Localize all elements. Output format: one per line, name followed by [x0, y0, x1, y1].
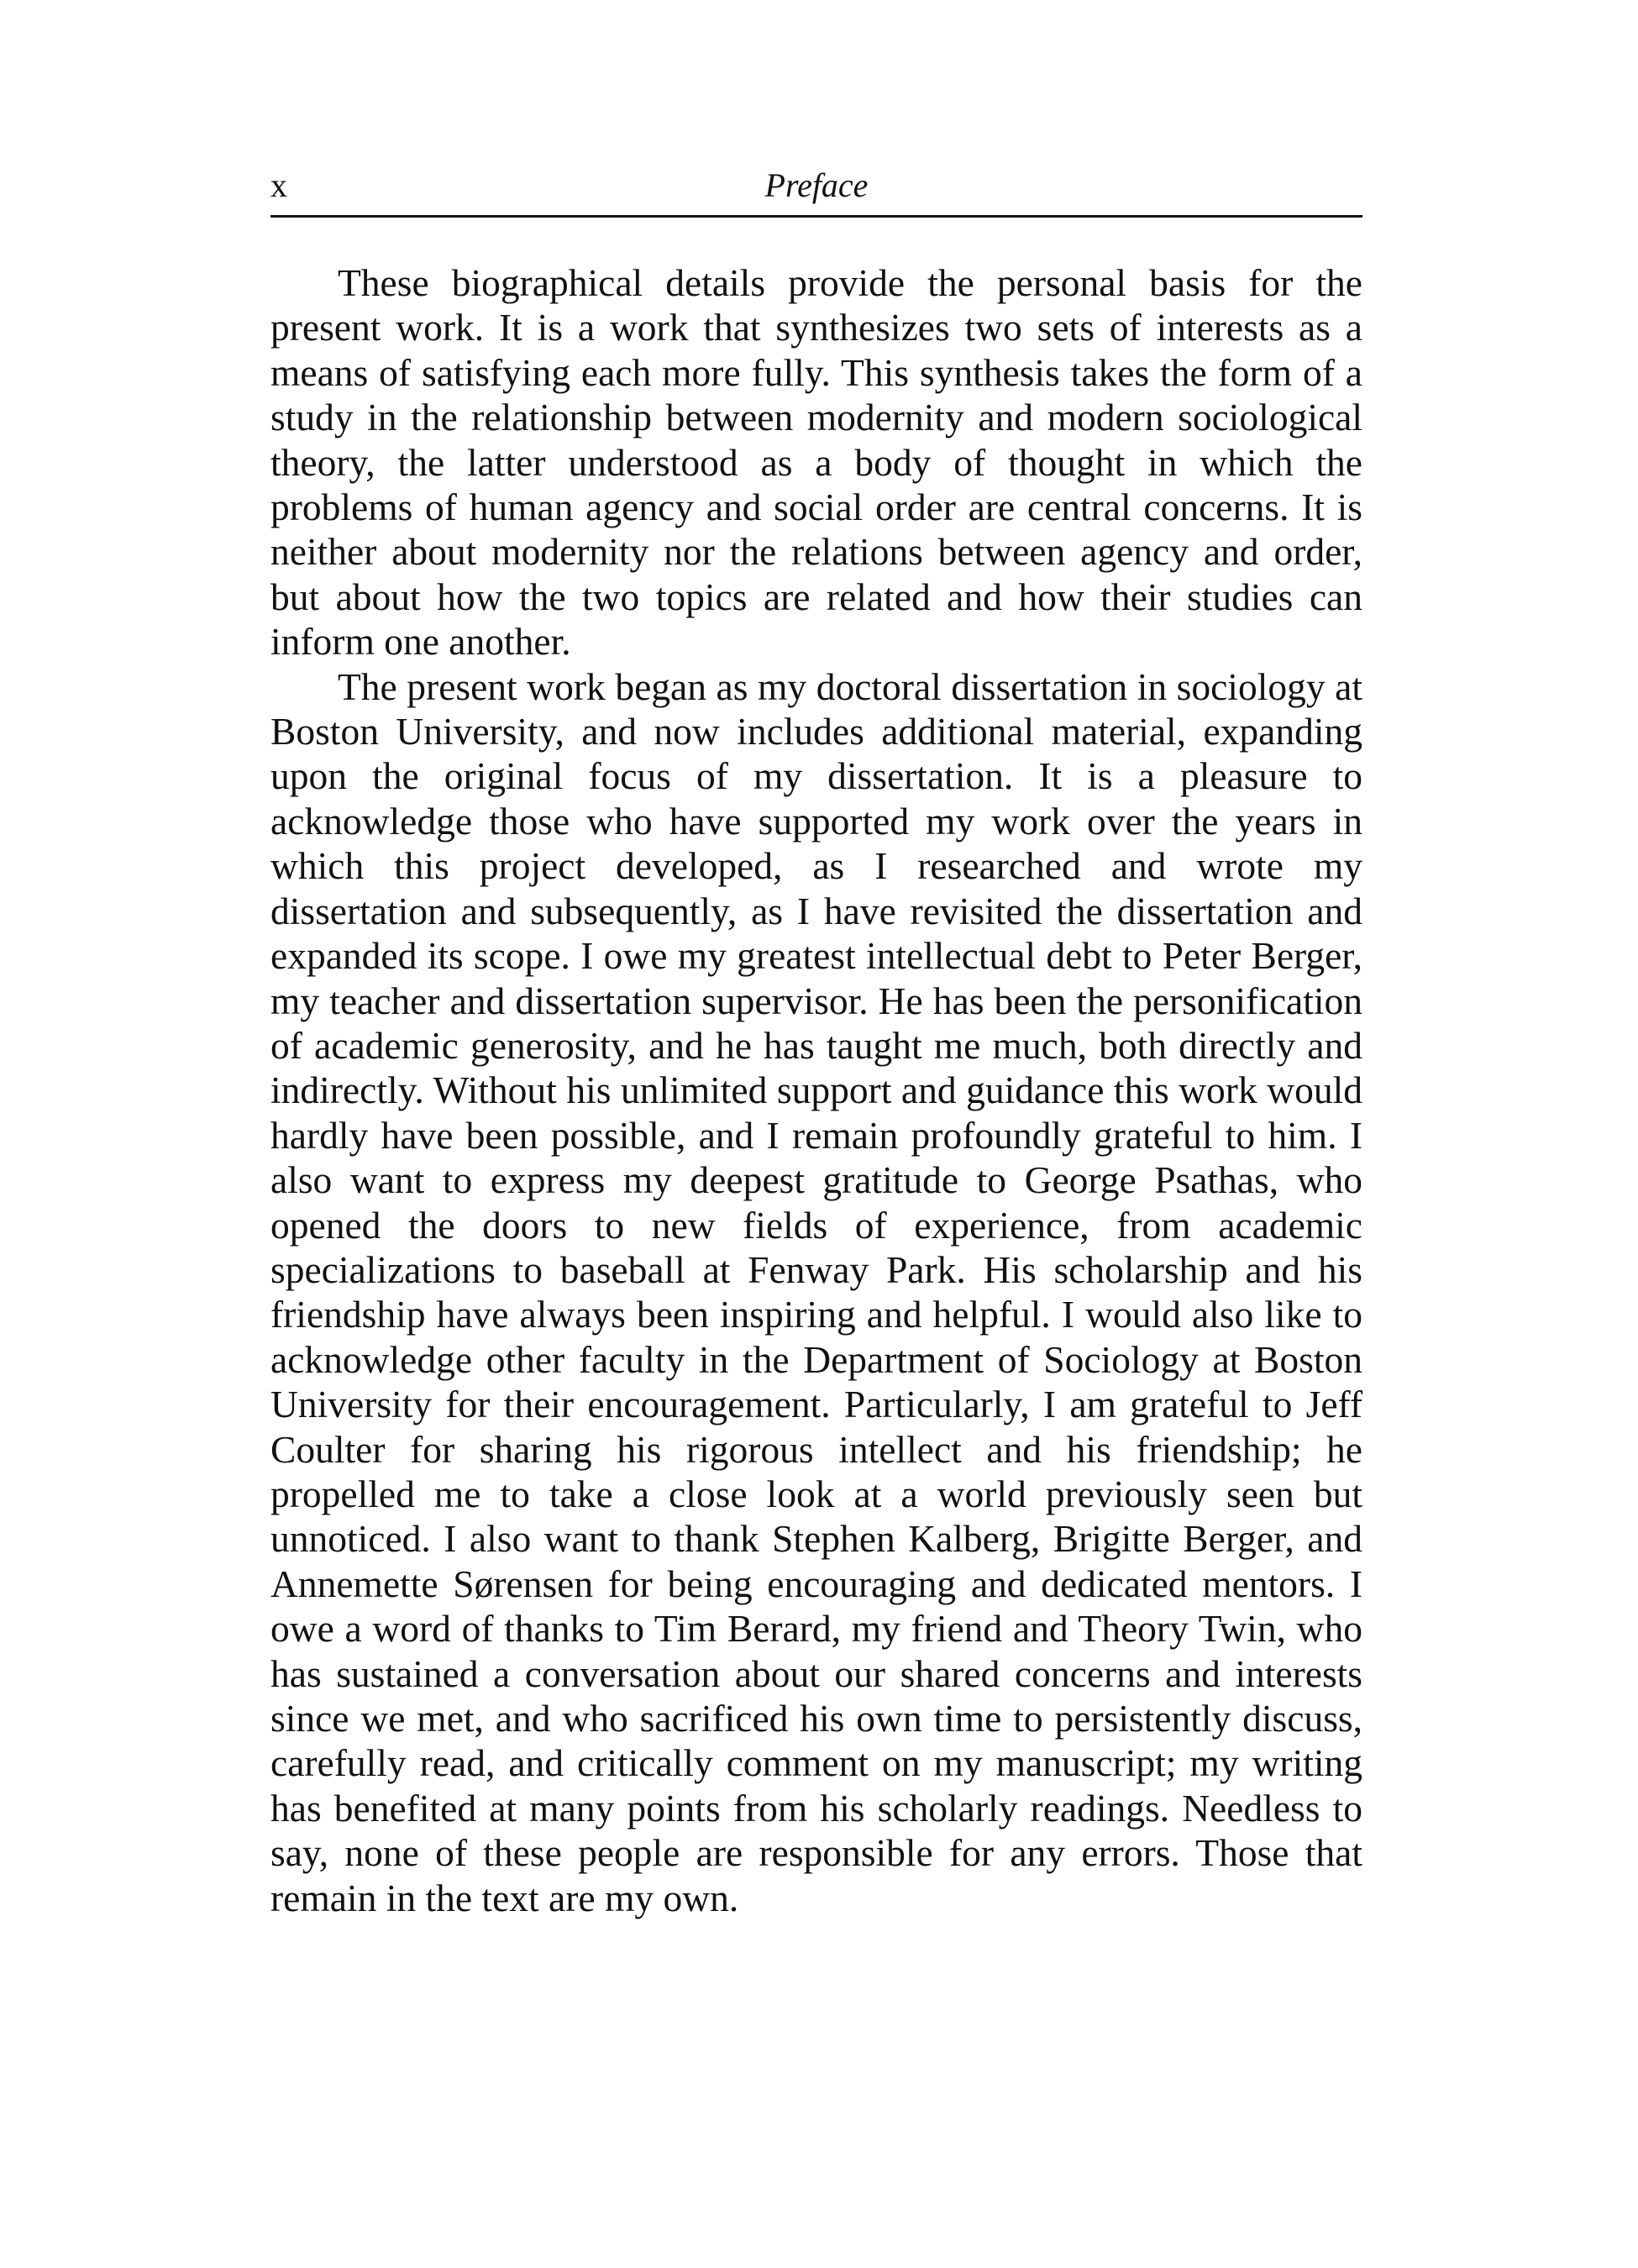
running-title: Preface — [764, 166, 869, 204]
body-text — [270, 260, 1362, 1920]
page-number: x — [270, 166, 287, 204]
paragraph-1: These biographical details provide the personal basis for the present work. It is a work that synthesizes two sets of interests as a means of satisfying each more fully. This synthesis takes the form of a study in the relationship between modernity and modern sociological theory, the latter understood as a body of thought in which the problems of human agency and social order are central concerns. It is neither about modernity nor the relations between agency and order, but about how the two topics are related and how their studies can inform one another. — [270, 261, 1362, 664]
paragraph-2: The present work began as my doctoral dissertation in sociology at Boston University, and now includes additional material, expanding upon the original focus of my dissertation. It is a pleasure to acknowledge those who have supported my work over the years in which this project developed, as I researched and wrote my dissertation and subsequently, as I have revisited the dissertation and expanded its scope. I owe my greatest intellectual debt to Peter Berger, my teacher and dissertation supervisor. He has been the personification of academic generosity, and he has taught me much, both directly and indirectly. Without his unlimited support and guidance this work would hardly have been possible, and I remain profoundly grateful to him. I also want to express my deepest gratitude to George Psathas, who opened the doors to new fields of experience, from academic specializations to baseball at Fenway Park. His scholarship and his friendship have always been inspiring and helpful. I would also like to acknowledge other faculty in the Department of Sociology at Boston University for their encouragement. Particularly, I am grateful to Jeff Coulter for sharing his rigorous intellect and his friendship; he propelled me to take a close look at a world previously seen but unnoticed. I also want to thank Stephen Kalberg, Brigitte Berger, and Annemette Sørensen for being encouraging and dedicated mentors. I owe a word of thanks to Tim Berard, my friend and Theory Twin, who has sustained a conversation about our shared concerns and interests since we met, and who sacrificed his own time to persistently discuss, carefully read, and critically comment on my manuscript; my writing has benefited at many points from his scholarly readings. Needless to say, none of these people are responsible for any errors. Those that remain in the text are my own. — [270, 664, 1362, 1919]
running-head — [270, 165, 1362, 215]
header-rule — [270, 215, 1362, 218]
